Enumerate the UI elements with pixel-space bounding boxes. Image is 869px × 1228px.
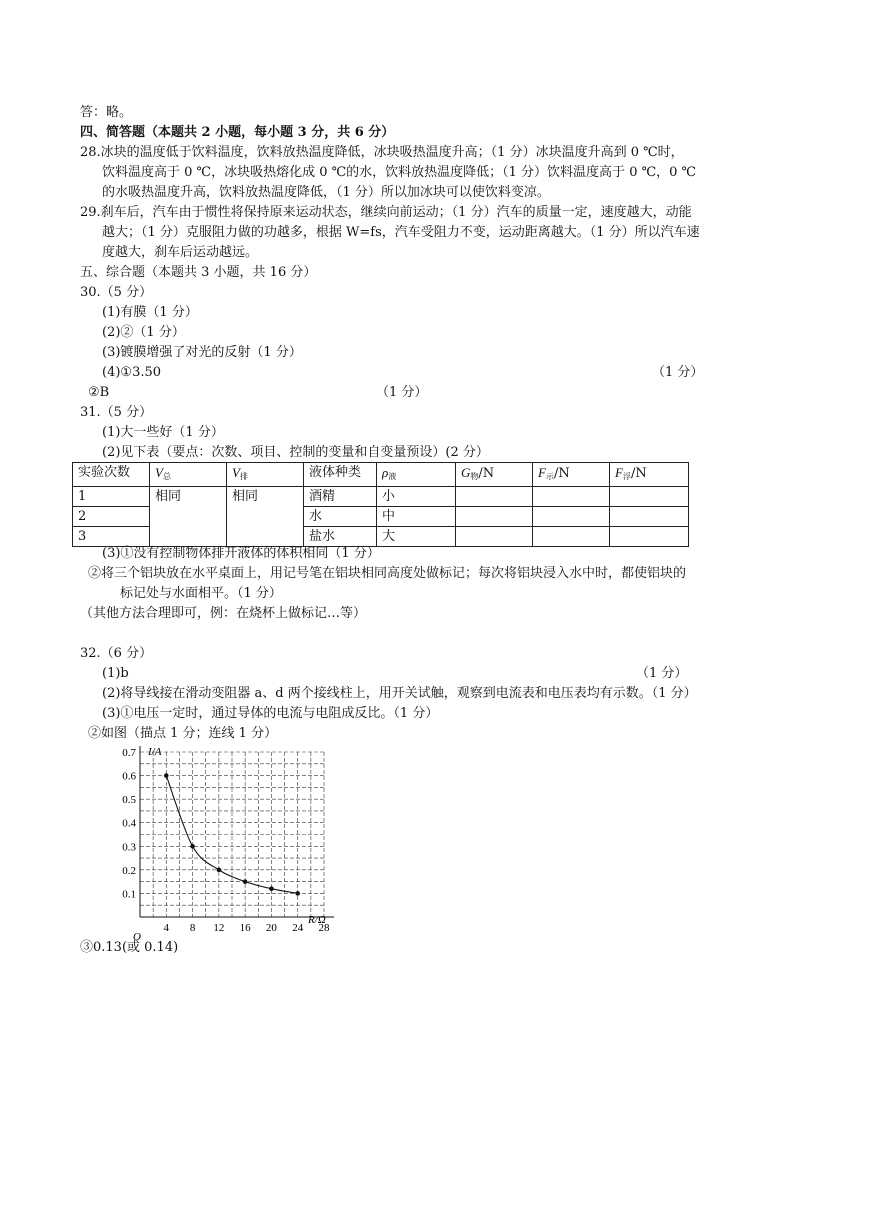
header-g: $G_物/N$ bbox=[456, 463, 533, 487]
table-cell bbox=[533, 527, 610, 547]
chart-xlabel: R/Ω bbox=[308, 914, 326, 926]
table-cell: 盐水 bbox=[304, 527, 377, 547]
table-cell bbox=[456, 487, 533, 507]
table-cell: 小 bbox=[377, 487, 456, 507]
table-cell: 大 bbox=[377, 527, 456, 547]
y-tick-label: 0.1 bbox=[122, 888, 136, 901]
chart-axes bbox=[140, 746, 334, 917]
data-point bbox=[269, 886, 274, 891]
table-cell: 中 bbox=[377, 507, 456, 527]
q32-part-2: (2)将导线接在滑动变阻器 a、d 两个接线柱上，用开关试触，观察到电流表和电压表均有示数。（1 分） bbox=[102, 686, 697, 701]
table-cell: 相同 bbox=[227, 487, 304, 547]
chart-ylabel: I/A bbox=[148, 746, 162, 758]
y-tick-label: 0.5 bbox=[122, 794, 136, 807]
table-cell: 1 bbox=[73, 487, 150, 507]
q32-part-3b: ②如图（描点 1 分；连线 1 分） bbox=[88, 726, 278, 741]
x-tick-label: 20 bbox=[265, 922, 277, 934]
table-cell bbox=[610, 507, 689, 527]
current-resistance-chart bbox=[110, 742, 340, 944]
experiment-table bbox=[72, 462, 689, 547]
x-tick-label: 4 bbox=[163, 922, 170, 934]
header-count: 实验次数 bbox=[73, 463, 150, 487]
q32-part-3: (3)①电压一定时，通过导体的电流与电阻成反比。（1 分） bbox=[102, 706, 439, 721]
table-header-row bbox=[73, 463, 689, 487]
q31-part-3b-line-1: ②将三个铝块放在水平桌面上，用记号笔在铝块相同高度处做标记；每次将铝块浸入水中时，都使铝块的 bbox=[88, 566, 687, 581]
q29-line-2: 越大；（1 分）克服阻力做的功越多，根据 W=fs，汽车受阻力不变，运动距离越大。（1 分）所以汽车速 bbox=[102, 225, 700, 240]
q30-part-4-score: （1 分） bbox=[652, 365, 704, 380]
x-tick-label: 12 bbox=[213, 922, 225, 934]
data-point bbox=[190, 844, 195, 849]
q30-part-2: (2)②（1 分） bbox=[102, 325, 185, 340]
x-tick-label: 8 bbox=[189, 922, 196, 934]
header-f-reading: $F_示/N$ bbox=[533, 463, 610, 487]
data-point bbox=[295, 891, 300, 896]
q29-line-1: 29.刹车后，汽车由于惯性将保持原来运动状态，继续向前运动；（1 分）汽车的质量一定，速度越大，动能 bbox=[80, 205, 692, 220]
section-4-heading: 四、简答题（本题共 2 小题，每小题 3 分，共 6 分） bbox=[80, 125, 395, 140]
header-v-total: $V_总$ bbox=[150, 463, 227, 487]
x-tick-label: 24 bbox=[292, 922, 304, 934]
answer-note: 答：略。 bbox=[80, 105, 133, 120]
q30-part-4: (4)①3.50 bbox=[102, 365, 162, 380]
header-liquid: 液体种类 bbox=[304, 463, 377, 487]
data-point bbox=[164, 773, 169, 778]
chart-origin-label: O bbox=[133, 931, 141, 943]
q30-part-4b: ②B bbox=[88, 385, 110, 400]
table-row bbox=[73, 487, 689, 507]
y-tick-label: 0.6 bbox=[122, 770, 136, 783]
y-tick-label: 0.3 bbox=[122, 841, 136, 854]
table-cell: 3 bbox=[73, 527, 150, 547]
header-f-buoyant: $F_浮/N$ bbox=[610, 463, 689, 487]
q28-line-1: 28.冰块的温度低于饮料温度，饮料放热温度降低，冰块吸热温度升高；（1 分）冰块温度升高到 0 ℃时， bbox=[80, 145, 684, 160]
table-cell: 2 bbox=[73, 507, 150, 527]
x-tick-label: 16 bbox=[239, 922, 251, 934]
y-tick-label: 0.7 bbox=[122, 747, 136, 759]
data-point bbox=[243, 879, 248, 884]
q28-line-2: 饮料温度高于 0 ℃，冰块吸热熔化成 0 ℃的水，饮料放热温度降低；（1 分）饮料温度高于 0 ℃，0 ℃ bbox=[102, 165, 697, 180]
section-5-heading: 五、综合题（本题共 3 小题，共 16 分） bbox=[80, 265, 317, 280]
q31-part-3: (3)①没有控制物体排开液体的体积相同（1 分） bbox=[102, 546, 380, 561]
y-tick-label: 0.4 bbox=[122, 817, 136, 830]
table-cell bbox=[456, 527, 533, 547]
q32-part-1-score: （1 分） bbox=[636, 666, 688, 681]
q30-part-3: (3)镀膜增强了对光的反射（1 分） bbox=[102, 345, 302, 360]
header-v-displaced: $V_排$ bbox=[227, 463, 304, 487]
q30-heading: 30.（5 分） bbox=[80, 285, 153, 300]
q30-part-4b-score: （1 分） bbox=[376, 385, 428, 400]
table-cell bbox=[533, 487, 610, 507]
table-cell bbox=[610, 487, 689, 507]
data-point bbox=[217, 868, 222, 873]
table-cell bbox=[610, 527, 689, 547]
header-density: $\rho_液$ bbox=[377, 463, 456, 487]
q32-part-1: (1)b bbox=[102, 666, 129, 681]
q31-note: （其他方法合理即可，例：在烧杯上做标记…等） bbox=[80, 606, 367, 621]
q29-line-3: 度越大，刹车后运动越远。 bbox=[102, 245, 259, 260]
q32-part-3c: ③0.13(或 0.14) bbox=[80, 940, 179, 955]
q31-part-1: (1)大一些好（1 分） bbox=[102, 425, 224, 440]
x-tick-label: 28 bbox=[318, 922, 330, 934]
q32-heading: 32.（6 分） bbox=[80, 646, 153, 661]
q31-part-2: (2)见下表（要点：次数、项目、控制的变量和自变量预设）(2 分） bbox=[102, 445, 489, 460]
q31-heading: 31.（5 分） bbox=[80, 405, 153, 420]
table-cell: 酒精 bbox=[304, 487, 377, 507]
table-cell: 相同 bbox=[150, 487, 227, 547]
table-cell bbox=[456, 507, 533, 527]
table-cell bbox=[533, 507, 610, 527]
q30-part-1: (1)有膜（1 分） bbox=[102, 305, 198, 320]
table-cell: 水 bbox=[304, 507, 377, 527]
q31-part-3b-line-2: 标记处与水面相平。（1 分） bbox=[120, 586, 282, 601]
q28-line-3: 的水吸热温度升高，饮料放热温度降低，（1 分）所以加冰块可以使饮料变凉。 bbox=[102, 185, 550, 200]
y-tick-label: 0.2 bbox=[122, 864, 136, 877]
